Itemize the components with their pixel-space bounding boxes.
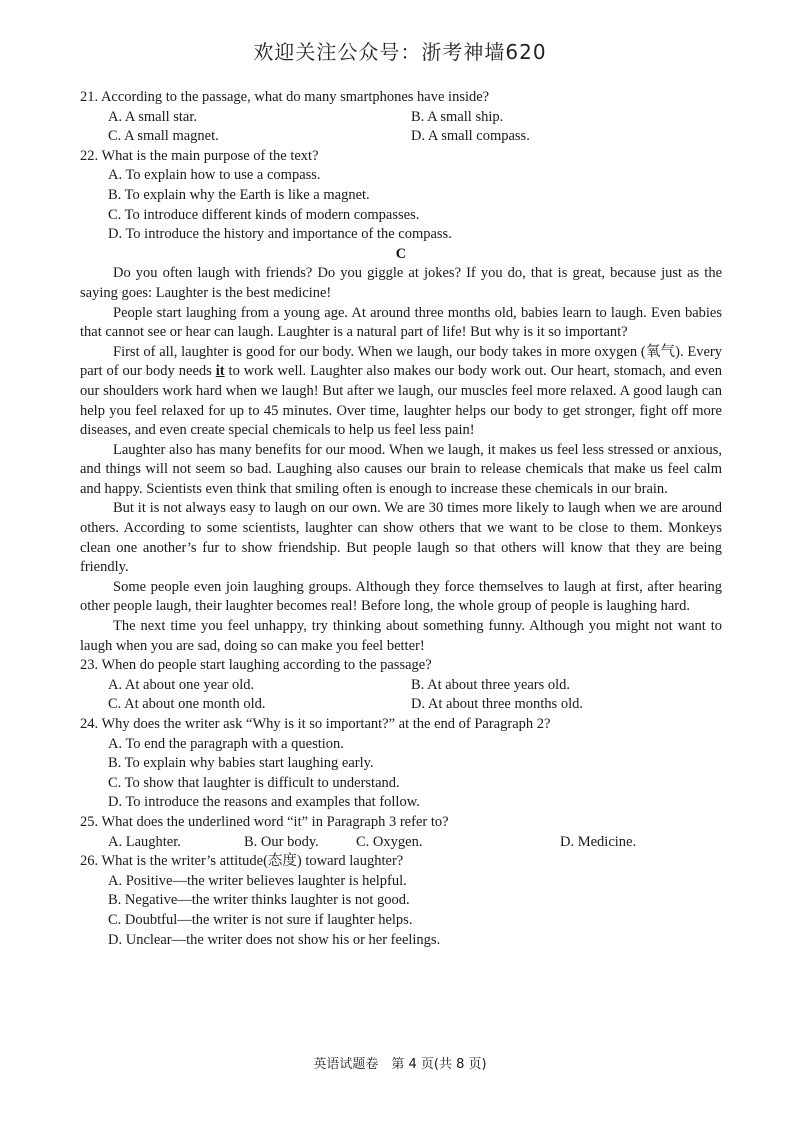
question-21-option-d: D. A small compass. — [411, 128, 530, 145]
question-26-option-d: D. Unclear—the writer does not show his or her feelings. — [108, 931, 441, 948]
passage-paragraph-4: Laughter also has many benefits for our mood. When we laugh, it makes us feel less stressed or anxious, and things will not seem so bad. Laughing also causes our brain to release chemicals that make us feel calm and happy. Scientists even think that smiling often is enough to increase these chemicals in our brain. — [80, 441, 722, 497]
exam-content — [80, 88, 722, 950]
question-22-option-d: D. To introduce the history and importance of the compass. — [108, 226, 452, 243]
question-21-stem: 21. According to the passage, what do many smartphones have inside? — [80, 89, 490, 105]
question-23-options-row2 — [108, 695, 722, 715]
question-26-stem: 26. What is the writer’s attitude(态度) toward laughter? — [80, 853, 404, 870]
page-header: 欢迎关注公众号：浙考神墙620 — [253, 40, 547, 64]
question-22-stem: 22. What is the main purpose of the text? — [80, 147, 319, 164]
page-footer: 英语试题卷 第 4 页(共 8 页) — [313, 1057, 487, 1072]
question-23-options-row1 — [108, 676, 722, 696]
question-21-options-row2 — [108, 127, 722, 147]
question-25-option-b: B. Our body. — [244, 833, 319, 850]
question-23-option-b: B. At about three years old. — [411, 676, 571, 693]
section-heading: C — [395, 245, 407, 262]
question-25-stem: 25. What does the underlined word “it” in Paragraph 3 refer to? — [80, 813, 449, 830]
question-26-option-b: B. Negative—the writer thinks laughter is not good. — [108, 892, 410, 909]
question-24-option-c: C. To show that laughter is difficult to understand. — [108, 774, 400, 791]
question-25-option-c: C. Oxygen. — [356, 833, 423, 850]
question-22-option-a: A. To explain how to use a compass. — [108, 167, 321, 184]
question-26-option-c: C. Doubtful—the writer is not sure if laughter helps. — [108, 911, 413, 928]
passage-paragraph-6: Some people even join laughing groups. Although they force themselves to laugh at first, after hearing other people laugh, their laughter becomes real! Before long, the whole group of people is laughing hard. — [80, 578, 722, 615]
question-24-option-d: D. To introduce the reasons and examples that follow. — [108, 794, 420, 811]
passage-paragraph-3 — [80, 343, 722, 441]
question-24-stem: 24. Why does the writer ask “Why is it so important?” at the end of Paragraph 2? — [80, 716, 551, 732]
underlined-word-it: it — [215, 363, 225, 380]
question-26-option-a: A. Positive—the writer believes laughter is helpful. — [108, 872, 407, 889]
question-22-option-c: C. To introduce different kinds of modern compasses. — [108, 206, 420, 223]
question-22-option-b: B. To explain why the Earth is like a magnet. — [108, 186, 370, 203]
passage-paragraph-2: People start laughing from a young age. At around three months old, babies learn to laugh. Even babies that cannot see or hear can laugh. Laughter is a natural part of life! But why is it so important? — [80, 304, 722, 341]
question-24-option-a: A. To end the paragraph with a question. — [108, 735, 344, 752]
question-21-option-c: C. A small magnet. — [108, 128, 219, 145]
question-25-option-d: D. Medicine. — [560, 833, 637, 850]
question-21-option-a: A. A small star. — [108, 108, 198, 125]
question-25-options-row — [108, 833, 722, 853]
passage-paragraph-1: Do you often laugh with friends? Do you giggle at jokes? If you do, that is great, because just as the saying goes: Laughter is the best medicine! — [80, 265, 722, 301]
question-23-stem: 23. When do people start laughing according to the passage? — [80, 657, 432, 674]
passage-paragraph-5: But it is not always easy to laugh on our own. We are 30 times more likely to laugh when we are around others. According to some scientists, laughter can show others that we want to be close to them. Monkeys clean one another’s fur to show friendship. But people laugh so that others will know that they are being friendly. — [80, 500, 722, 576]
passage-paragraph-7: The next time you feel unhappy, try thinking about something funny. Although you might not want to laugh when you are sad, doing so can make you feel better! — [80, 618, 722, 654]
question-21-option-b: B. A small ship. — [411, 108, 504, 125]
question-24-option-b: B. To explain why babies start laughing early. — [108, 755, 374, 772]
question-21-options-row1 — [108, 108, 722, 128]
paragraph-3-text-after: to work well. Laughter also makes our body work out. Our heart, stomach, and even our shoulders work hard when we laugh! But after we laugh, our muscles feel more relaxed. A good laugh can help you feel relaxed for up to 45 minutes. Over time, laughter helps our body to get stronger, fight off more diseases, and even create special chemicals to help us feel less pain! — [80, 363, 722, 439]
question-23-option-d: D. At about three months old. — [411, 696, 583, 713]
question-25-option-a: A. Laughter. — [108, 833, 181, 850]
question-23-option-a: A. At about one year old. — [108, 676, 255, 693]
paragraph-3-text-before: First of all, laughter is good for our body. When we laugh, our body takes in more oxygen (氧气). Every part of our body needs — [80, 343, 722, 380]
question-23-option-c: C. At about one month old. — [108, 696, 266, 713]
